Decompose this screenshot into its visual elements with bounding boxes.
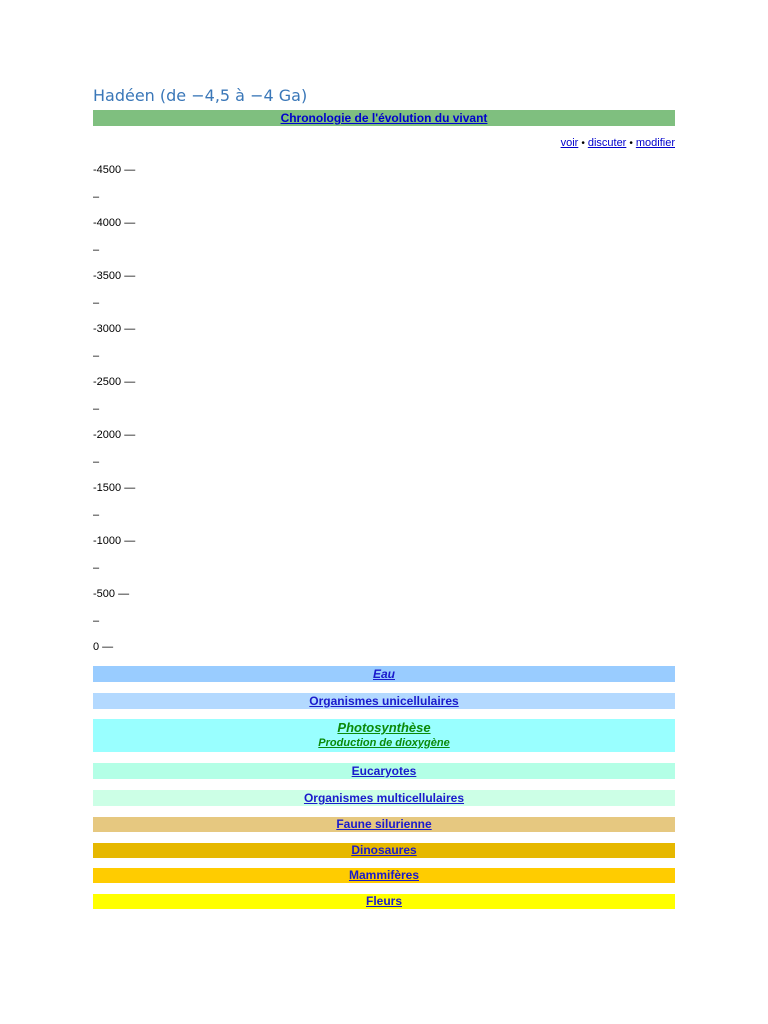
timeline-tick: -4500 — [93,164,136,176]
band-mammiferes-link[interactable]: Mammifères [348,868,420,882]
timeline-tick: -500 — [93,588,130,600]
band-unicellulaires-link[interactable]: Organismes unicellulaires [309,694,459,708]
band-eucaryotes [93,763,675,779]
band-faune-silurienne [93,817,675,832]
timeline-tick: – [93,191,100,203]
timeline-tick: – [93,350,100,362]
timeline-tick: – [93,297,100,309]
separator-dot: • [581,138,585,149]
timeline-tick: – [93,562,100,574]
timeline-header-bar [93,110,675,126]
band-photosynthese [93,719,675,752]
timeline-tick: -3000 — [93,323,136,335]
timeline-tick: -1500 — [93,482,136,494]
timeline-tick: -3500 — [93,270,136,282]
timeline-tick: -4000 — [93,217,136,229]
band-fleurs [93,894,675,909]
timeline-tick: -1000 — [93,535,136,547]
timeline-tick: – [93,403,100,415]
page-title: Hadéen (de −4,5 à −4 Ga) [93,86,308,105]
navbox-links [561,137,675,149]
timeline-tick: 0 — [93,641,114,653]
band-fleurs-link[interactable]: Fleurs [365,894,402,908]
band-faune-silurienne-link[interactable]: Faune silurienne [336,817,432,831]
timeline-tick: – [93,456,100,468]
timeline-tick: – [93,244,100,256]
timeline-tick: – [93,509,100,521]
timeline-header-link[interactable]: Chronologie de l'évolution du vivant [280,111,488,125]
band-mammiferes [93,868,675,883]
separator-dot: • [629,138,633,149]
modifier-link[interactable]: modifier [635,137,675,149]
band-dioxygene-link[interactable]: Production de dioxygène [318,737,450,749]
band-unicellulaires [93,693,675,709]
band-dinosaures-link[interactable]: Dinosaures [351,843,417,857]
band-multicellulaires [93,790,675,806]
band-eucaryotes-link[interactable]: Eucaryotes [351,764,417,778]
band-dinosaures [93,843,675,858]
timeline-tick: – [93,615,100,627]
discuter-link[interactable]: discuter [587,137,627,149]
band-eau [93,666,675,682]
band-photosynthese-link[interactable]: Photosynthèse [337,720,431,735]
timeline-tick: -2000 — [93,429,136,441]
band-multicellulaires-link[interactable]: Organismes multicellulaires [303,791,465,805]
timeline-tick: -2500 — [93,376,136,388]
voir-link[interactable]: voir [560,137,579,149]
band-eau-link[interactable]: Eau [372,667,395,681]
